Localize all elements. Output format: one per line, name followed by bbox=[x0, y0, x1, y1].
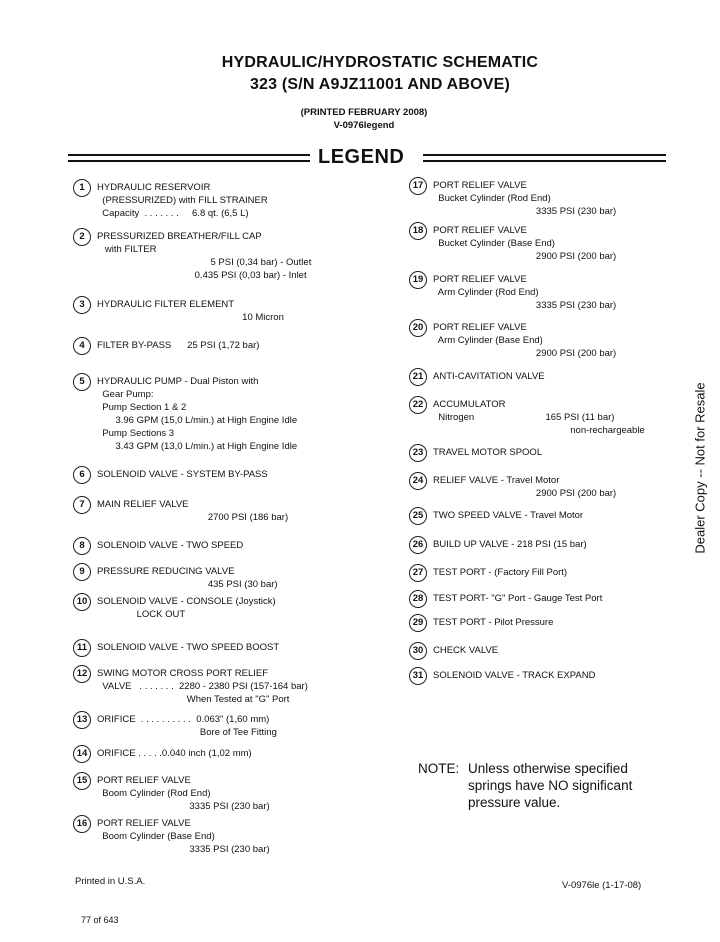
heading-rule-left-bottom bbox=[68, 160, 310, 162]
item-number-badge: 13 bbox=[73, 711, 91, 729]
item-detail: 3335 PSI (230 bar) bbox=[97, 801, 270, 812]
item-title: ACCUMULATOR bbox=[433, 399, 506, 410]
item-title: PORT RELIEF VALVE bbox=[97, 775, 191, 786]
item-detail: Arm Cylinder (Rod End) bbox=[433, 287, 539, 298]
item-number-badge: 20 bbox=[409, 319, 427, 337]
item-title: TWO SPEED VALVE - Travel Motor bbox=[433, 510, 584, 521]
item-detail: Bucket Cylinder (Base End) bbox=[433, 238, 555, 249]
item-detail: with FILTER bbox=[97, 244, 157, 255]
schematic-title: HYDRAULIC/HYDROSTATIC SCHEMATIC bbox=[221, 54, 539, 71]
item-detail: 2900 PSI (200 bar) bbox=[433, 251, 617, 262]
item-number-badge: 22 bbox=[409, 396, 427, 414]
item-number-badge: 24 bbox=[409, 472, 427, 490]
note-line-1: Unless otherwise specified bbox=[468, 761, 628, 776]
item-number-badge: 19 bbox=[409, 271, 427, 289]
item-detail: 2900 PSI (200 bar) bbox=[433, 488, 617, 499]
item-number-badge: 18 bbox=[409, 222, 427, 240]
item-title: SOLENOID VALVE - SYSTEM BY-PASS bbox=[97, 469, 268, 480]
dealer-copy-watermark: Dealer Copy -- Not for Resale bbox=[692, 382, 708, 554]
item-title: PRESSURIZED BREATHER/FILL CAP bbox=[97, 231, 262, 242]
item-detail: non-rechargeable bbox=[433, 425, 645, 436]
item-title: SOLENOID VALVE - TWO SPEED bbox=[97, 540, 244, 551]
item-number-badge: 7 bbox=[73, 496, 91, 514]
item-number-badge: 5 bbox=[73, 373, 91, 391]
note-line-2: springs have NO significant bbox=[468, 778, 633, 793]
item-number-badge: 4 bbox=[73, 337, 91, 355]
item-number-badge: 15 bbox=[73, 772, 91, 790]
item-detail: 5 PSI (0,34 bar) - Outlet bbox=[97, 257, 312, 268]
item-detail: LOCK OUT bbox=[97, 609, 186, 620]
item-detail: Nitrogen 165 PSI (11 bar) bbox=[433, 412, 615, 423]
item-title: TRAVEL MOTOR SPOOL bbox=[433, 447, 543, 458]
item-number-badge: 27 bbox=[409, 564, 427, 582]
item-detail: Boom Cylinder (Rod End) bbox=[97, 788, 211, 799]
item-number-badge: 26 bbox=[409, 536, 427, 554]
item-detail: 2900 PSI (200 bar) bbox=[433, 348, 617, 359]
item-detail: When Tested at "G" Port bbox=[97, 694, 290, 705]
item-title: TEST PORT - (Factory Fill Port) bbox=[433, 567, 568, 578]
item-title: PRESSURE REDUCING VALVE bbox=[97, 566, 235, 577]
item-number-badge: 10 bbox=[73, 593, 91, 611]
item-number-badge: 11 bbox=[73, 639, 91, 657]
item-number-badge: 12 bbox=[73, 665, 91, 683]
item-title: BUILD UP VALVE - 218 PSI (15 bar) bbox=[433, 539, 587, 550]
item-number-badge: 8 bbox=[73, 537, 91, 555]
item-number-badge: 2 bbox=[73, 228, 91, 246]
item-detail: 2700 PSI (186 bar) bbox=[97, 512, 289, 523]
item-title: TEST PORT- "G" Port - Gauge Test Port bbox=[433, 593, 603, 604]
item-title: ORIFICE . . . . .0.040 inch (1,02 mm) bbox=[97, 748, 252, 759]
item-title: PORT RELIEF VALVE bbox=[433, 225, 527, 236]
item-number-badge: 25 bbox=[409, 507, 427, 525]
item-title: CHECK VALVE bbox=[433, 645, 499, 656]
note-line-3: pressure value. bbox=[468, 795, 561, 810]
item-title: PORT RELIEF VALVE bbox=[433, 322, 527, 333]
item-detail: 3335 PSI (230 bar) bbox=[97, 844, 270, 855]
item-title: RELIEF VALVE - Travel Motor bbox=[433, 475, 560, 486]
note-label: NOTE: bbox=[418, 761, 460, 776]
item-detail: 3.96 GPM (15,0 L/min.) at High Engine Idle bbox=[97, 415, 298, 426]
item-detail: 0.435 PSI (0,03 bar) - Inlet bbox=[97, 270, 307, 281]
item-title: MAIN RELIEF VALVE bbox=[97, 499, 189, 510]
item-title: SOLENOID VALVE - TWO SPEED BOOST bbox=[97, 642, 280, 653]
item-title: HYDRAULIC PUMP - Dual Piston with bbox=[97, 376, 259, 387]
item-number-badge: 17 bbox=[409, 177, 427, 195]
item-title: TEST PORT - Pilot Pressure bbox=[433, 617, 554, 628]
item-number-badge: 29 bbox=[409, 614, 427, 632]
item-detail: 3.43 GPM (13,0 L/min.) at High Engine Idle bbox=[97, 441, 298, 452]
item-title: FILTER BY-PASS 25 PSI (1,72 bar) bbox=[97, 340, 260, 351]
item-number-badge: 1 bbox=[73, 179, 91, 197]
item-number-badge: 28 bbox=[409, 590, 427, 608]
item-detail: VALVE . . . . . . . 2280 - 2380 PSI (157-164 bar) bbox=[97, 681, 308, 692]
item-detail: 10 Micron bbox=[97, 312, 284, 323]
printed-date: (PRINTED FEBRUARY 2008) bbox=[300, 107, 428, 118]
item-detail: Pump Section 1 & 2 bbox=[97, 402, 187, 413]
item-number-badge: 23 bbox=[409, 444, 427, 462]
item-detail: Bucket Cylinder (Rod End) bbox=[433, 193, 551, 204]
heading-rule-right-bottom bbox=[423, 160, 666, 162]
item-detail: Pump Sections 3 bbox=[97, 428, 175, 439]
heading-rule-left-top bbox=[68, 154, 310, 156]
item-number-badge: 6 bbox=[73, 466, 91, 484]
item-detail: Capacity . . . . . . . 6.8 qt. (6,5 L) bbox=[97, 208, 249, 219]
item-number-badge: 9 bbox=[73, 563, 91, 581]
item-title: PORT RELIEF VALVE bbox=[433, 274, 527, 285]
legend-code: V-0976legend bbox=[333, 120, 395, 131]
item-title: SOLENOID VALVE - TRACK EXPAND bbox=[433, 670, 596, 681]
item-title: PORT RELIEF VALVE bbox=[97, 818, 191, 829]
item-detail: Gear Pump: bbox=[97, 389, 154, 400]
item-detail: Bore of Tee Fitting bbox=[97, 727, 277, 738]
item-detail: 435 PSI (30 bar) bbox=[97, 579, 278, 590]
page-number: 77 of 643 bbox=[81, 915, 119, 925]
item-title: ORIFICE . . . . . . . . . . 0.063" (1,60 mm) bbox=[97, 714, 270, 725]
legend-heading: LEGEND bbox=[318, 146, 405, 168]
item-number-badge: 3 bbox=[73, 296, 91, 314]
item-detail: Arm Cylinder (Base End) bbox=[433, 335, 543, 346]
item-title: HYDRAULIC RESERVOIR bbox=[97, 182, 211, 193]
printed-in: Printed in U.S.A. bbox=[75, 876, 146, 887]
item-title: SWING MOTOR CROSS PORT RELIEF bbox=[97, 668, 269, 679]
item-number-badge: 14 bbox=[73, 745, 91, 763]
heading-rule-right-top bbox=[423, 154, 666, 156]
item-title: SOLENOID VALVE - CONSOLE (Joystick) bbox=[97, 596, 276, 607]
item-title: PORT RELIEF VALVE bbox=[433, 180, 527, 191]
item-title: HYDRAULIC FILTER ELEMENT bbox=[97, 299, 235, 310]
document-code: V-0976le (1-17-08) bbox=[562, 880, 642, 891]
item-number-badge: 30 bbox=[409, 642, 427, 660]
model-title: 323 (S/N A9JZ11001 AND ABOVE) bbox=[249, 76, 511, 93]
item-detail: (PRESSURIZED) with FILL STRAINER bbox=[97, 195, 268, 206]
item-title: ANTI-CAVITATION VALVE bbox=[433, 371, 545, 382]
item-number-badge: 16 bbox=[73, 815, 91, 833]
item-detail: 3335 PSI (230 bar) bbox=[433, 300, 617, 311]
item-number-badge: 21 bbox=[409, 368, 427, 386]
item-detail: 3335 PSI (230 bar) bbox=[433, 206, 617, 217]
item-detail: Boom Cylinder (Base End) bbox=[97, 831, 215, 842]
item-number-badge: 31 bbox=[409, 667, 427, 685]
